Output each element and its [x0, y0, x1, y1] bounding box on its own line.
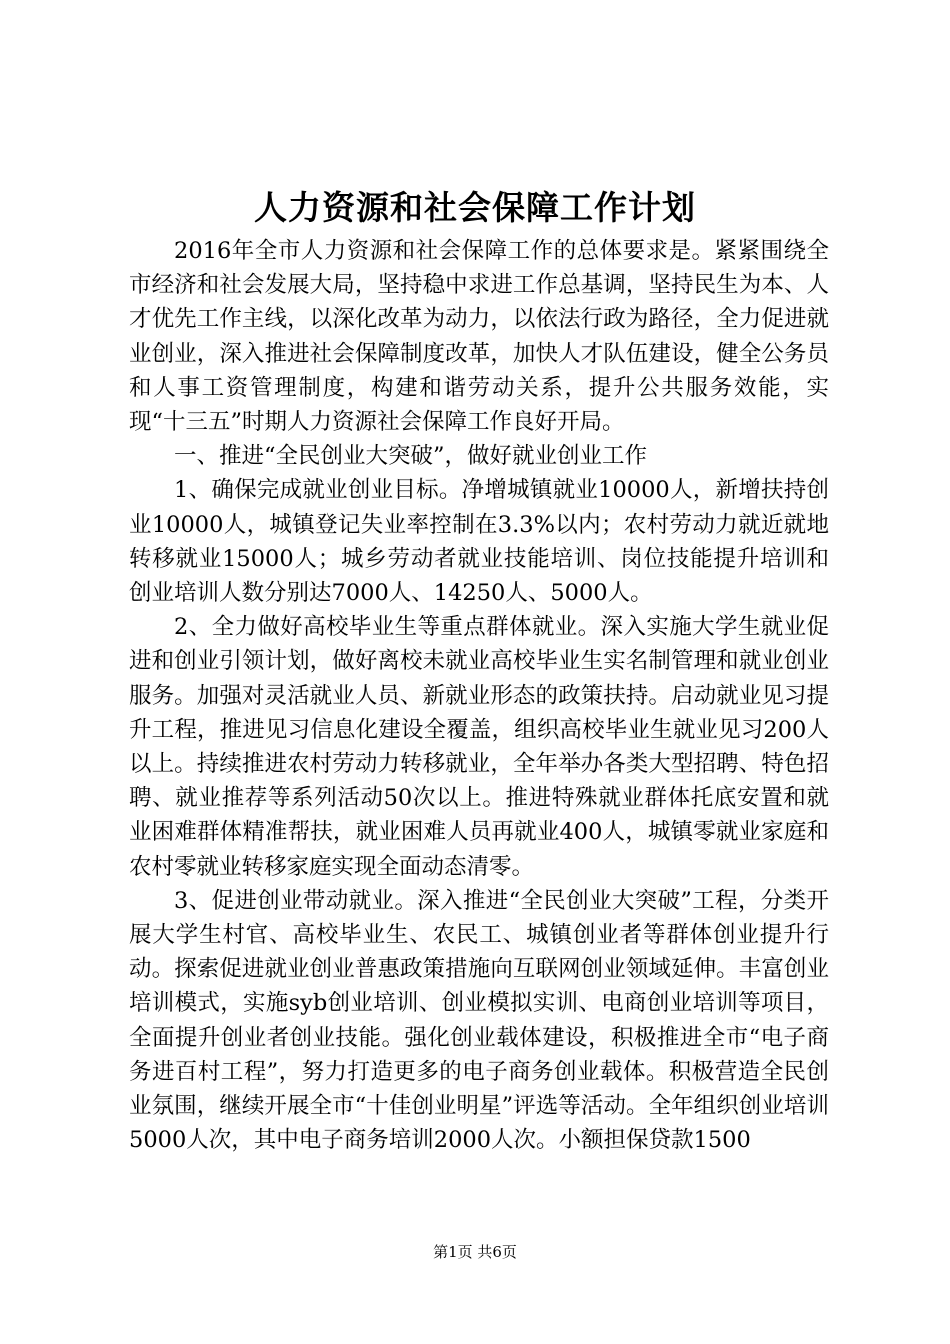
page-footer: 第1页 共6页 [433, 1243, 517, 1261]
document-body [129, 234, 829, 1157]
paragraph-overview: 2016年全市人力资源和社会保障工作的总体要求是。紧紧围绕全市经济和社会发展大局，坚持稳中求进工作总基调，坚持民生为本、人才优先工作主线，以深化改革为动力，以依法行政为路径，全力促进就业创业，深入推进社会保障制度改革，加快人才队伍建设，健全公务员和人事工资管理制度，构建和谐劳动关系，提升公共服务效能，实现“十三五”时期人力资源社会保障工作良好开局。 [129, 238, 829, 436]
paragraph-item-1: 1、确保完成就业创业目标。净增城镇就业10000人，新增扶持创业10000人，城镇登记失业率控制在3.3%以内；农村劳动力就近就地转移就业15000人；城乡劳动者就业技能培训、岗位技能提升培训和创业培训人数分别达7000人、14250人、5000人。 [129, 477, 829, 607]
document-title: 人力资源和社会保障工作计划 [254, 188, 696, 227]
paragraph-item-2: 2、全力做好高校毕业生等重点群体就业。深入实施大学生就业促进和创业引领计划，做好离校未就业高校毕业生实名制管理和就业创业服务。加强对灵活就业人员、新就业形态的政策扶持。启动就业见习提升工程，推进见习信息化建设全覆盖，组织高校毕业生就业见习200人以上。持续推进农村劳动力转移就业，全年举办各类大型招聘、特色招聘、就业推荐等系列活动50次以上。推进特殊就业群体托底安置和就业困难群体精准帮扶，就业困难人员再就业400人，城镇零就业家庭和农村零就业转移家庭实现全面动态清零。 [129, 614, 829, 880]
section-heading-1: 一、推进“全民创业大突破”，做好就业创业工作 [174, 443, 648, 470]
paragraph-item-3: 3、促进创业带动就业。深入推进“全民创业大突破”工程，分类开展大学生村官、高校毕业生、农民工、城镇创业者等群体创业提升行动。探索促进就业创业普惠政策措施向互联网创业领域延伸。丰富创业培训模式，实施syb创业培训、创业模拟实训、电商创业培训等项目，全面提升创业者创业技能。强化创业载体建设，积极推进全市“电子商务进百村工程”，努力打造更多的电子商务创业载体。积极营造全民创业氛围，继续开展全市“十佳创业明星”评选等活动。全年组织创业培训5000人次，其中电子商务培训2000人次。小额担保贷款1500 [129, 887, 829, 1154]
